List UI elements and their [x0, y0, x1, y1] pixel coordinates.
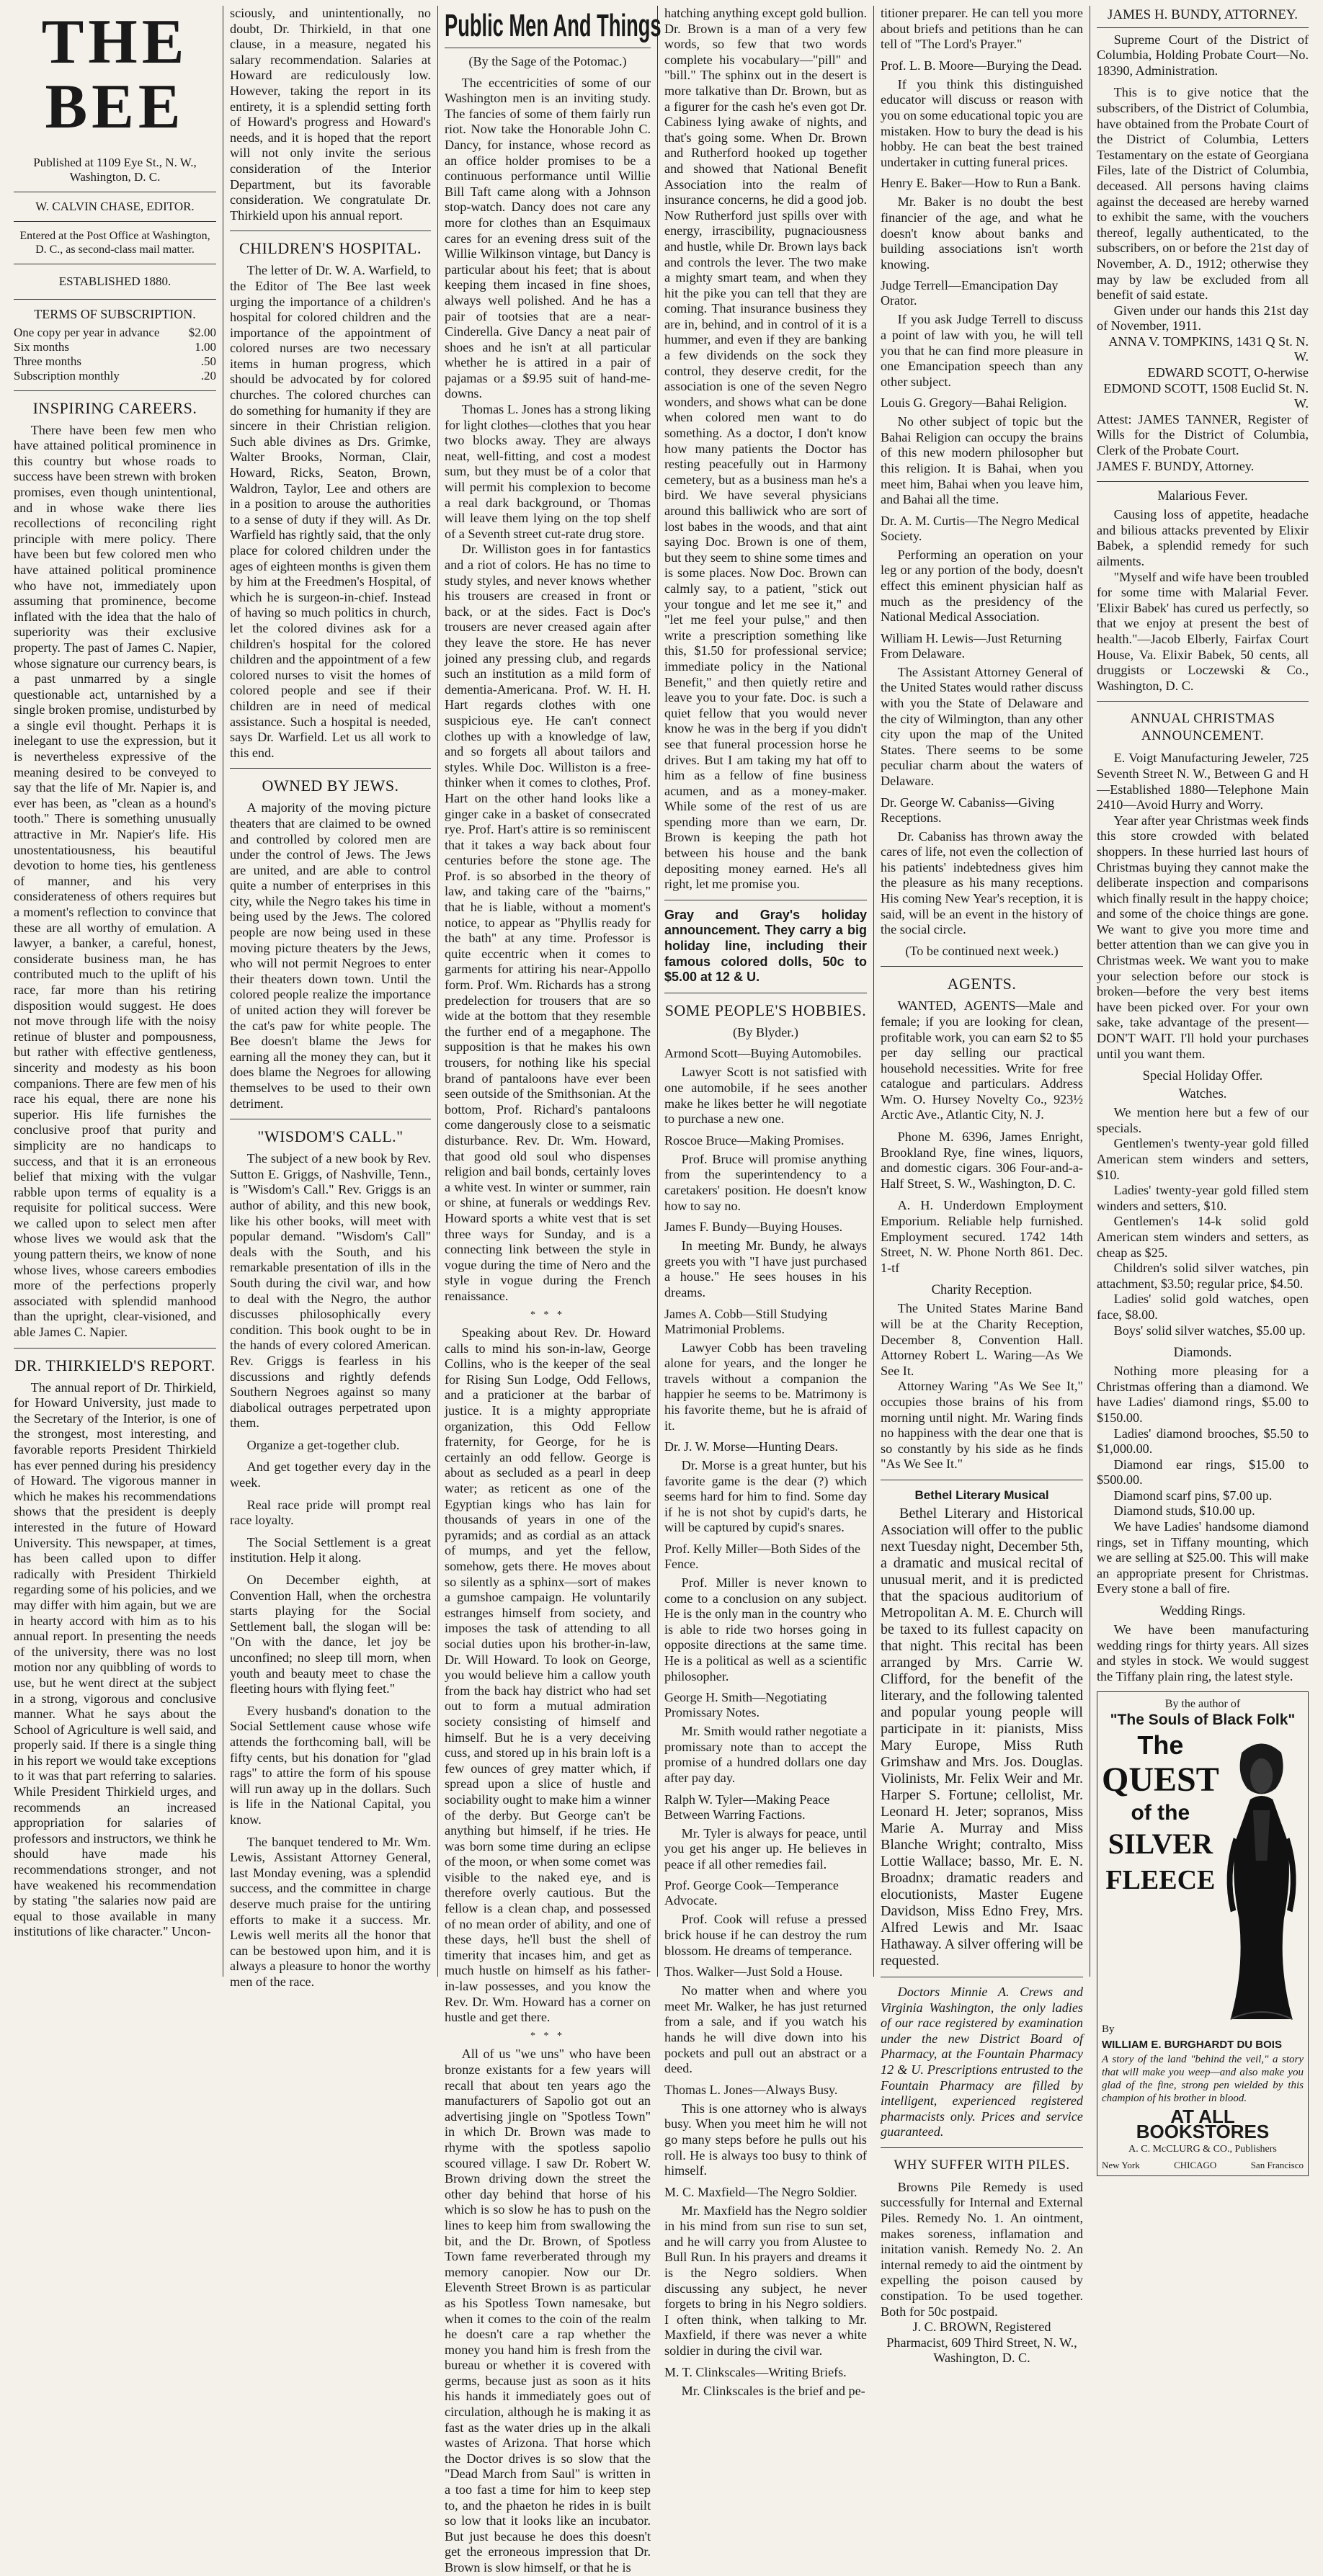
article-paragraph: E. Voigt Manufacturing Jeweler, 725 Seventh Street N. W., Between G and H—Established 1880—Telephone Main 2410—Avoid Hurry and Worry. [1097, 751, 1309, 813]
terms-price: .20 [200, 368, 216, 383]
hobby-head: Judge Terrell—Emancipation Day Orator. [881, 278, 1059, 308]
hobby-item [881, 631, 1083, 790]
article-paragraph: We have been manufacturing wedding rings for thirty years. All sizes and styles in stock. We would suggest the Tiffany plain ring, the latest style. [1097, 1622, 1309, 1683]
article-paragraph: sciously, and unintentionally, no doubt, Dr. Thirkield, in that one clause, in a measure, negated his salary recommendation. Salaries at Howard are rediculously low. However, taking the report in its entirety, it is a splendid setting forth of Howard's progress and Howard's needs, and it is hoped that the report will not only invite the serious consideration of the Interior Department, but its favorable consideration. We congratulate Dr. Thirkield upon his annual report. [230, 6, 431, 223]
charity-title: Charity Reception. [931, 1283, 1033, 1298]
column-4 [658, 6, 874, 2398]
terms-price: 1.00 [195, 339, 216, 354]
quest-fleece: FLEECE [1105, 1864, 1216, 1895]
ad-by: By [1102, 2023, 1115, 2035]
article-paragraph: Speaking about Rev. Dr. Howard calls to mind his son-in-law, George Collins, who is the keeper of the seal for Rising Sun Lodge, Odd Fellows, and a praticioner at the barbar of justice. It is a mighty appropriate organization, this Odd Fellow fraternity, for George, for he is certainly an odd fellow. George is about as secluded as a pearl in deep water; as reticent as one of the Egyptian kings who has lain for thousands of years in one of the pyramids; and as cordial as an attack of mumps, and yet the fellow, somehow, gets there. He moves about so silently as a sphinx—sort of makes a gumshoe campaign. He voluntarily estranges himself from society, and imposes the task of attending to all social duties upon his brother-in-law, Dr. Will Howard. To look on George, you would believe him a callow youth from the back hay district who had set out to form a mutual admiration society consisting of himself and himself. But he is a very deceiving cuss, and stored up in his brain loft is a few ounces of grey matter which, if spread upon a slice of hustle and sociability ought to make him a winner of the derby. But George can't be anything but himself, if he tries. He was born some time during an eclipse of the moon, or when some comet was visible to the naked eye, and is therefore overly cautious. But the fellow is a clean chap, and possessed of no mean order of ability, and one of these days, he'll bust the shell of timerity that incases him, and get as much hustle on himself as his father-in-law possesses, and you know the Rev. Dr. Wm. Howard has a corner on hustle and get there. [445, 1325, 651, 2025]
hobby-item [664, 2365, 867, 2400]
ad-by-author: By the author of [1164, 1698, 1241, 1711]
divider [14, 1348, 216, 1349]
column-6 [1090, 6, 1315, 2170]
hobby-text: The Assistant Attorney General of the United States would rather discuss with you the State of Delaware and the city of Wilmington, than any other city upon the map of the United States. There seems to be some peculiar charm about the waters of Delaware. [881, 664, 1083, 788]
hobby-head: William H. Lewis—Just Returning From Delaware. [881, 630, 1062, 661]
hobby-text: In meeting Mr. Bundy, he always greets you with "I have just purchased a house." He sees houses in his dreams. [664, 1238, 867, 1300]
hobby-item [881, 58, 1083, 171]
hobby-item [881, 176, 1083, 272]
terms-label: One copy per year in advance [14, 325, 160, 339]
article-paragraph: The eccentricities of some of our Washington men is an inviting study. The fancies of some of them fairly run riot. Now take the Honorable John C. Dancy, for instance, whose record as an office holder promises to be a continuous performance until Willie Bill Taft came along with a Johnson stop-watch. Dancy does not care any more for clothes than an Esquimaux cares for an evening dress suit of the Willie Wilkinson vintage, but Dancy is particular about his feet; that is about keeping them incased in fine shoes, always well polished. And he has a pair of tootsies that are a near-Cinderella. Give Dancy a neat pair of shoes and he isn't at all particular whether he is attired in a pair of pajamas or a $9.95 suit of hand-me-downs. [445, 75, 651, 401]
terms-table [14, 326, 216, 383]
attorney-sign: JAMES F. BUNDY, Attorney. [1097, 458, 1255, 473]
hobby-head: Dr. A. M. Curtis—The Negro Medical Society. [881, 513, 1079, 543]
hobby-text: Performing an operation on your leg or any portion of the body, doesn't effect this eminent physician half as much as the presidency of the National Medical Association. [881, 547, 1083, 625]
woman-illustration [1219, 1731, 1304, 2019]
column-3 [438, 6, 662, 2575]
terms-heading: TERMS OF SUBSCRIPTION. [34, 307, 196, 321]
christmas-title: ANNUAL CHRISTMAS ANNOUNCEMENT. [1130, 711, 1275, 744]
quest-the: The [1137, 1730, 1184, 1760]
terms-row [14, 326, 216, 340]
wisdoms-call-title: "WISDOM'S CALL." [257, 1127, 404, 1146]
hobby-text: Lawyer Scott is not satisfied with one automobile, if he sees another make he likes better he will negotiate to purchase a new one. [664, 1065, 867, 1127]
court-heading: Supreme Court of the District of Columbia, Holding Probate Court—No. 18390, Administration. [1097, 32, 1309, 78]
hobby-head: George H. Smith—Negotiating Promissary Notes. [664, 1690, 827, 1720]
divider [1097, 481, 1309, 482]
hobby-text: If you ask Judge Terrell to discuss a point of law with you, he will tell you that he can find more pleasure in one Emancipation speech than any other subject. [881, 312, 1083, 389]
hobby-head: Roscoe Bruce—Making Promises. [664, 1132, 845, 1148]
hobby-item [664, 2185, 867, 2359]
ad-city: New York [1102, 2159, 1140, 2170]
postal-entry: Entered at the Post Office at Washington, D. C., as second-class mail matter. [19, 230, 210, 256]
watch-item: Ladies' solid gold watches, open face, $8.00. [1097, 1292, 1309, 1322]
editor-name: W. CALVIN CHASE, EDITOR. [35, 200, 195, 213]
hobby-item [664, 1439, 867, 1536]
hobbies-byline: (By Blyder.) [733, 1024, 798, 1039]
diamond-item: We have Ladies' handsome diamond rings, set in Tiffany mounting, which we are selling at $25.00. This will make an appropriate present for Christmas. Every stone a ball of fire. [1097, 1519, 1309, 1596]
ad-city: CHICAGO [1174, 2159, 1217, 2170]
divider [1097, 27, 1309, 28]
terms-price: .50 [200, 354, 216, 368]
hobby-text: Mr. Maxfield has the Negro soldier in his mind from sun rise to sun set, and he will carry you from Alustee to Bull Run. In his prayers and dreams it is the Negro soldiers. When discussing any subject, he never forgets to bring in his Negro soldiers. I often think, when talking to Mr. Maxfield, if there was never a white soldier in during the civil war. [664, 2203, 867, 2358]
wedding-rings-title: Wedding Rings. [1159, 1604, 1246, 1619]
hobby-item [881, 395, 1083, 508]
bethel-title: Bethel Literary Musical [914, 1488, 1049, 1502]
hobby-head: James F. Bundy—Buying Houses. [664, 1220, 843, 1235]
article-paragraph: The United States Marine Band will be at the Charity Reception, December 8, Convention Hall. Attorney Robert L. Waring—As We See It. [881, 1301, 1083, 1378]
column-5 [874, 6, 1090, 2366]
short-item: And get together every day in the week. [230, 1459, 431, 1490]
court-notice: This is to give notice that the subscribers, of the District of Columbia, have obtained from the Probate Court of the District of Columbia, Letters Testamentary on the estate of Georgiana Files, late of the District of Columbia, deceased. All persons having claims against the deceased are hereby warned to exhibit the same, with the vouchers thereof, legally authenticated, to the subscribers, on or before the 21st day of November, A. D., 1912; otherwise they may by law be excluded from all benefit of said estate. [1097, 85, 1309, 303]
article-paragraph: The annual report of Dr. Thirkield, for Howard University, just made to the Secretary of the Interior, is one of the strongest, most interesting, and favorable reports President Thirkield has ever penned during his presidency of Howard. The vigorous manner in which he makes his recommendations shows that the president is deeply interested in the future of Howard University. This newspaper, at times, has been called upon to differ radically with President Thirkield regarding some of his policies, and we may differ with him again, but we are in hearty accord with him as to his annual report. In presenting the needs of the university, there was no lost motion nor any quibbling of words to use, but he went direct at the subject in a strong, vigorous and conclusive manner. What he says about the School of Agriculture is well said, and properly said. If there is a single thing in his report we would take exceptions to it was that part referring to salaries. While President Thirkield urges, and recommends an increased appropriation for salaries of professors and instructors, we think he should have made his recommendations stronger, and not have weakened his recommendation by stating "the salaries now paid are equal to those available in many institutions of like character." Uncon- [14, 1379, 216, 1939]
childrens-hospital-title: CHILDREN'S HOSPITAL. [239, 239, 422, 258]
ad-city: San Francisco [1250, 2159, 1304, 2170]
diamond-item: Diamond ear rings, $15.00 to $500.00. [1097, 1457, 1309, 1488]
quest-title [1102, 1731, 1219, 2019]
hobby-head: Prof. George Cook—Temperance Advocate. [664, 1878, 839, 1908]
classified-ad: Phone M. 6396, James Enright, Brookland Rye, fine wines, liquors, and domestic cigars. 306 Four-and-a-Half Street, S. W., Washington, D. C. [881, 1130, 1083, 1191]
hobby-item [881, 514, 1083, 625]
continued-note: (To be continued next week.) [905, 943, 1059, 958]
watches-title: Watches. [1178, 1087, 1227, 1102]
hobby-item [664, 1878, 867, 1959]
watch-item: Children's solid silver watches, pin attachment, $3.50; regular price, $4.50. [1097, 1261, 1309, 1291]
divider [14, 299, 216, 300]
book-advertisement [1097, 1691, 1309, 2176]
quest-silver: SILVER [1108, 1827, 1213, 1860]
byline: (By the Sage of the Potomac.) [468, 54, 627, 68]
section-stars: * * * [530, 1309, 565, 1320]
hobby-head: Thomas L. Jones—Always Busy. [664, 2082, 838, 2097]
malarious-title: Malarious Fever. [1157, 489, 1248, 504]
diamond-item: Ladies' diamond brooches, $5.50 to $1,000.00. [1097, 1426, 1309, 1457]
article-paragraph: Bethel Literary and Historical Association will offer to the public next Tuesday night, December 5th, a dramatic and musical recital of unusual merit, and it is predicted that the spacious auditorium of Metropolitan A. M. E. Church will be taxed to its fullest capacity on that night. This recital has been arranged by Mrs. Carrie W. Clifford, for the benefit of the literary, and the following talented and popular young people will participate in it: pianists, Miss Mary Europe, Miss Ruth Grimshaw and Mrs. Jos. Douglas. Violinists, Mr. Felix Weir and Mr. Harper S. Fortune; cellolist, Mr. Leonard H. Jeter; sopranos, Miss Marie A. Murray and Miss Blanche Wright; contralto, Miss Lottie Wallace; basso, Mr. E. N. Broadnx; dramatic readers and elocutionists, Master Eugene Davidson, Miss Edno Frey, Mrs. Alfred Lewis and Mr. Isaac Hathaway. A silver offering will be requested. [881, 1505, 1083, 1969]
illustration-svg [1219, 1731, 1304, 2019]
article-paragraph: hatching anything except gold bullion. Dr. Brown is a man of a very few words, so few that two words complete his vocabulary—"pill" and "bill." The sphinx out in the desert is more talkative than Dr. Brown, but as a figurer for the cash he's even got Dr. Cabiness lying awake of nights, and that's going some. When Dr. Brown and Rutherford hooked up together and showed that National Benefit Association into the realm of insurance concerns, he did a good job. Now Rutherford just spills over with energy, irrascibility, pugnaciousness and hustle, while Dr. Brown lays back and controls the lever. The two make a mighty smart team, and when they hit the pike you can tell that they are coming. That insurance business they are in, behind, and in control of it is a hummer, and even if they are banking a few dividends on the sock they control, they deserve credit, for the association is one of the seven Negro wonders, and shows what can be done when colored men want to do something. As a doctor, I don't know how many patients the Doctor has resting peacefully out in Harmony cemetery, but as a business man he's a bird. We have several physicians around this balliwick who are sort of lost babes in the woods, and that aint saying Doc. Brown is one of them, but they seem to shine some times and is some places. Now Doc. Brown can calmly say, to a patient, "stick out your tongue and let me see it," and "let me feel your pulse," and then write a prescription something like this, $1.50 for professional service; immediate policy in the National Benefit," and then quietly retire and leave you to your fate. Doc. is such a quiet fellow that you would never know he was in the berg if you didn't see that funeral procession horse he drives. But I am taking my hat off to him as a fellow of fine business acumen, and as a money-maker. While some of the rest of us are spending more than we earn, Dr. Brown is keeping the path hot between his house and the bank depositing money earned. He's all right, let me promise you. [664, 6, 867, 892]
hobby-text: Prof. Miller is never known to come to a conclusion on any subject. He is the only man in the country who is able to ride two horses going in opposite directions at the same time. He is a political as well as a scientific philosopher. [664, 1575, 867, 1683]
hobby-item [664, 1220, 867, 1300]
diamond-item: Diamond studs, $10.00 up. [1113, 1503, 1255, 1519]
ad-blurb: A story of the land "behind the veil," a story that will make you weep—and also make you glad of the fine, strong pen wielded by this champion of his brother in blood. [1102, 2053, 1304, 2104]
ad-publisher: A. C. McCLURG & CO., Publishers [1128, 2143, 1277, 2155]
short-item: Every husband's donation to the Social Settlement cause whose wife attends the forthcoming ball, will be fifty cents, but his donation for "glad rags" to attire the form of his spouse will run away up in the dollars. Such is life in the National Capital, you know. [230, 1703, 431, 1827]
classified-ad: A. H. Underdown Employment Emporium. Reliable help furnished. Employment secured. 1742 14th Street, N. W. Phone North 861. Dec. 1-tf [881, 1198, 1083, 1275]
hobbies-title: SOME PEOPLE'S HOBBIES. [664, 1001, 867, 1019]
ad-bookstores: AT ALL BOOKSTORES [1136, 2105, 1270, 2143]
diamonds-title: Diamonds. [1173, 1346, 1232, 1361]
short-item: The banquet tendered to Mr. Wm. Lewis, Assistant Attorney General, last Monday evening, was a splendid success, and the committee in charge deserve much praise for the untiring efforts to make it a success. Mr. Lewis well merits all the honor that can be bestowed upon him, and it is always a pleasure to honor the worthy men of the race. [230, 1834, 431, 1989]
divider [1097, 701, 1309, 702]
signer: ANNA V. TOMPKINS, 1431 Q St. N. W. [1108, 334, 1309, 365]
divider [881, 966, 1083, 967]
ad-cities [1102, 2157, 1304, 2173]
columns [7, 6, 1319, 2575]
hobby-item [664, 1964, 867, 2077]
hobby-head: James A. Cobb—Still Studying Matrimonial Problems. [664, 1306, 828, 1336]
hobby-item [881, 278, 1083, 390]
watch-item: Ladies' twenty-year gold filled stem winders and setters, $10. [1097, 1183, 1309, 1213]
article-paragraph: Year after year Christmas week finds this store crowded with belated shoppers. In these hurried last hours of Christmas buying they cannot make the deliberate inspection and comparisons which finally result in the happy choice; and some of the choice things are gone. We want to give you more time and better attention than we can give you in Christmas week. We want you to make your selection before our stock is broken—before the very best items have been picked over. For your own sake, take advantage of the present—DON'T WAIT. I'll hold your purchases until you want them. [1097, 813, 1309, 1061]
hobby-item [664, 1046, 867, 1127]
hobby-head: Henry E. Baker—How to Run a Bank. [881, 176, 1081, 191]
divider [14, 221, 216, 222]
pharmacy-ad: Doctors Minnie A. Crews and Virginia Washington, the only ladies of our race registered by examination under the new District Board of Pharmacy, at the Fountain Pharmacy 12 & U. Prescriptions entrusted to the Fountain Pharmacy are filled by intelligent, experienced registered pharmacists only. Prices and service guaranteed. [881, 1984, 1083, 2139]
short-item: On December eighth, at Convention Hall, when the orchestra starts playing for the Social Settlement ball, the slogan will be: "On with the dance, let joy be unconfined; no sleep till morn, when youth and beauty meet to chase the fleeting hours with flying feet." [230, 1573, 431, 1696]
hobby-text: No other subject of topic but the Bahai Religion can occupy the brains of this new modern philosopher but this religion. It is Bahai, when you meet him, Bahai when you leave him, and Bahai all the time. [881, 414, 1083, 507]
hobby-head: Dr. J. W. Morse—Hunting Dears. [664, 1439, 838, 1454]
hobby-head: Prof. Kelly Miller—Both Sides of the Fence. [664, 1542, 860, 1572]
hobby-head: Armond Scott—Buying Automobiles. [664, 1046, 862, 1061]
terms-label: Three months [14, 354, 81, 368]
hobby-item [881, 795, 1083, 938]
agents-title: AGENTS. [947, 975, 1017, 993]
hobby-item [664, 2083, 867, 2179]
hobby-head: Ralph W. Tyler—Making Peace Between Warring Factions. [664, 1792, 830, 1822]
article-paragraph: titioner preparer. He can tell you more about briefs and petitions than he can tell of "The Lord's Prayer." [881, 6, 1083, 52]
hobby-head: M. T. Clinkscales—Writing Briefs. [664, 2364, 847, 2379]
classified-ad: WANTED, AGENTS—Male and female; if you are looking for clean, profitable work, you can earn $2 to $5 per day selling our practical household necessities. Write for free catalogue and particulars. Address Wm. O. Hursey Novelty Co., 923½ Arctic Ave., Atlantic City, N. J. [881, 998, 1083, 1122]
divider [230, 768, 431, 769]
hobby-head: Dr. George W. Cabaniss—Giving Receptions. [881, 795, 1055, 825]
quest-word: QUEST [1102, 1760, 1219, 1799]
hobby-item [664, 1307, 867, 1434]
ad-author: WILLIAM E. BURGHARDT DU BOIS [1102, 2039, 1282, 2052]
diamond-item: Diamond scarf pins, $7.00 up. [1113, 1488, 1273, 1503]
established: ESTABLISHED 1880. [58, 274, 172, 288]
column-1 [7, 6, 223, 1977]
inspiring-careers-title: INSPIRING CAREERS. [32, 398, 197, 417]
hobby-text: Prof. Cook will refuse a pressed brick house if he can destroy the rum blossom. He dreams of temperance. [664, 1912, 867, 1958]
article-paragraph: Dr. Williston goes in for fantastics and a riot of colors. He has no time to study styles, and never knows whether his trousers are creased in front or back, or at the sides. Fact is Doc's trousers are never creased again after they leave the store. He has never joined any pressing club, and regards such an institution as a mild form of dementia-Americana. Prof. W. H. H. Hart regards clothes with one suspicious eye. He can't connect clothes up with a knowledge of law, and so forgets all about tailors and styles. While Doc. Williston is a free-thinker when it comes to clothes, Prof. Hart on the other hand looks like a ginger cake in a basket of consecrated rye. Prof. Hart's attire is so reminiscent that it takes a way back about four centuries before the stone age. The Prof. is so absorbed in the theory of law, and taking care of the "bairns," that he is liable, without a moment's notice, to appear as "Phyllis ready for the bath" at any time. Professor is quite eccentric when it comes to garments for attiring his near-Appollo form. Prof. Wm. Richards has a strong predelection for trousers that are so wide at the bottom that they resemble the further end of a megaphone. The supposition is that he makes his own trousers, for nothing like his special brand of pantaloons have ever been seen outside of the Smithsonian. At the bottom, Prof. Richard's pantaloons come dangerously close to a seismatic disturbance. Rev. Dr. Wm. Howard, that good old soul who dispenses religion and bail bonds, certainly loves a white vest. In winter or summer, rain or shine, at funerals or weddings Rev. Howard sports a white vest that is set three ways for Sunday, and is a connecting link between the style in vogue during the time of Nero and the style in vogue during the French renaissance. [445, 542, 651, 1303]
piles-signature: J. C. BROWN, Registered Pharmacist, 609 Third Street, N. W., Washington, D. C. [886, 2320, 1077, 2366]
hobby-text: No matter when and where you meet Mr. Walker, he has just returned from a sale, and if you watch his hands he will dive down into his pockets and pull out an abstract or a deed. [664, 1983, 867, 2076]
article-paragraph: Thomas L. Jones has a strong liking for light clothes—clothes that you hear two blocks away. They are always neat, well-fitting, and cost a modest sum, but they must be of a color that will permit his complexion to become a real dark background, or Thomas will leave them lying on the top shelf of a Seventh street cut-rate drug store. [445, 402, 651, 541]
masthead-title: THE BEE [41, 7, 189, 142]
article-paragraph: All of us "we uns" who have been bronze existants for a few years will recall that about ten years ago the manufacturers of Sapolio got out an advertising jingle on "Spotless Town" in which Dr. Brown was made to rhyme with the spotless sapolio scoured village. I saw Dr. Robert W. Brown driving down the street the other day behind that horse of his which is so slow he has to push on the lines to keep him from swallowing the bit, and the Dr. Brown, of Spotless Town fame reverberated through my memory canopier. Now our Dr. Eleventh Street Brown is as particular as his Spotless Town namesake, but when it comes to the coin of the realm he doesn't care a rap whether the money you hand him is fresh from the bureau or whether it is covered with germs, because just as soon as it hits his hands it immediately goes out of circulation, although he is making it as fast as the water dries up in the alkali wastes of Arizona. That horse which the Doctor drives is so slow that the "Dead March from Saul" is written in a too fast a time for him to keep step to, and the phaeton he rides in is built so low that it looks like an incubator. But just because he does this doesn't get the erroneous impression that Dr. Brown is slow himself, or that he is [445, 2047, 651, 2575]
hobby-text: Dr. Cabaniss has thrown away the cares of life, not even the collection of his patients' indebtedness gives him the pleasure as his many receptions. His coming New Year's reception, it is said, will be an event in the history of the social circle. [881, 828, 1083, 937]
ad-souls-title: "The Souls of Black Folk" [1110, 1712, 1296, 1728]
quest-block [1102, 1731, 1304, 2019]
published-at: Published at 1109 Eye St., N. W., Washington, D. C. [33, 156, 197, 184]
short-item: The Social Settlement is a great institution. Help it along. [230, 1534, 431, 1565]
attest: Attest: JAMES TANNER, Register of Wills for the District of Columbia, Clerk of the Probate Court. [1097, 411, 1309, 458]
gray-holiday-ad [664, 908, 867, 985]
public-men-title: Public Men And Things [445, 8, 662, 43]
terms-row [14, 354, 216, 369]
hobby-text: This is one attorney who is always busy. When you meet him he will not go many steps before he pulls out his roll. He is always too busy to think of himself. [664, 2101, 867, 2178]
ad-text: Gray and Gray's holiday announcement. They carry a big holiday line, including their famous colored dolls, 50c to $5.00 at 12 & U. [664, 907, 867, 985]
column-2 [223, 6, 438, 1989]
hobby-text: Mr. Smith would rather negotiate a promissary note than to accept the promise of a hundred dollars one day after pay day. [664, 1724, 867, 1785]
terms-row [14, 340, 216, 354]
hobby-text: Prof. Bruce will promise anything from the superintendency to a caretakers' position. He doesn't know how to say no. [664, 1151, 867, 1213]
hobby-head: M. C. Maxfield—The Negro Soldier. [664, 2184, 858, 2199]
thirkield-report-title: DR. THIRKIELD'S REPORT. [14, 1356, 215, 1374]
hobby-head: Thos. Walker—Just Sold a House. [664, 1964, 843, 1980]
article-paragraph: Causing loss of appetite, headache and bilious attacks prevented by Elixir Babek, a splendid remedy for such ailments. [1097, 507, 1309, 568]
diamond-item: Nothing more pleasing for a Christmas offering than a diamond. We have Ladies' diamond rings, $5.00 to $150.00. [1097, 1364, 1309, 1425]
article-paragraph: There have been few men who have attained political prominence in this country but whose roads to success have been strewn with broken promises, even though unintentional, and in whose wake there lies recollections of reconciling right principle with mere policy. There have been but few colored men who have attained political prominence who have not, immediately upon assuming that prominence, become inflated with the idea that the halo of superiority was their exclusive property. The past of James C. Napier, whose signature our currency bears, is a past unmarred by a single questionable act, untarnished by a single broken promise, undisturbed by a single evil thought. Perhaps it is inelegant to use the expression, but it is nevertheless expressive of the meaning desired to be conveyed to say that the life of Mr. Napier is, and ever has been, as "clean as a hound's tooth." There is something unusually attractive in Mr. Napier's life. His unostentatiousness, his beautiful devotion to home ties, his gentleness of manner, and his very considerateness of others requires but a moment's reflection to convince that these are all worthy of emulation. A lawyer, a banker, a careful, honest, considerate business man, he has contributed much to the uplift of his race, far more than his retiring disposition would suggest. He does not move through life with the noisy retinue of bluster and pompousness, but rather with effective gentleness, sincerity and modesty as his boon companions. There are few men of his race his equal, there are none his superior. His life furnishes the conclusive proof that purity and simplicity are no handicaps to success, and that it is an erroneous belief that mixing with the vulgar rabble upon terms of equality is a requisite for political success. Were we called upon to select men after whose lives we would ask that the young pattern theirs, we know of none whose lives, whose careers embodies more of the perfections properly associated with splendid manhood than the upright, clear-visioned, and able James C. Napier. [14, 422, 216, 1340]
owned-by-jews-title: OWNED BY JEWS. [262, 777, 399, 795]
article-paragraph: "Myself and wife have been troubled for some time with Malarial Fever. 'Elixir Babek' has cured us perfectly, so that we enjoy at present the best of health."—Jacob Elberly, Fairfax Court House, Va. Elixir Babek, 50 cents, all druggists or Loczewski & Co., Washington, D. C. [1097, 569, 1309, 693]
hobby-text: Mr. Clinkscales is the brief and pe- [681, 2383, 865, 2398]
bundy-title: JAMES H. BUNDY, ATTORNEY. [1108, 7, 1298, 22]
hobby-head: Louis G. Gregory—Bahai Religion. [881, 395, 1067, 411]
court-given: Given under our hands this 21st day of November, 1911. [1097, 303, 1309, 334]
watch-item: Gentlemen's twenty-year gold filled American stem winders and setters, $10. [1097, 1136, 1309, 1182]
hobby-text: Mr. Baker is no doubt the best financier of the age, and what he doesn't know about banks and building associations isn't worth knowing. [881, 194, 1083, 272]
hobby-item [664, 1792, 867, 1873]
hobby-text: Mr. Tyler is always for peace, until you get his anger up. He believes in peace if all other remedies fail. [664, 1825, 867, 1871]
article-paragraph: Browns Pile Remedy is used successfully for Internal and External Piles. Remedy No. 1. An ointment, makes soreness, inflamation and initation vanish. Remedy No. 2. An internal remedy to aid the ointment by expelling the poison caused by constipation. To be used together. Both for 50c postpaid. [881, 2179, 1083, 2319]
terms-price: $2.00 [188, 325, 216, 339]
hobby-item [664, 1542, 867, 1684]
watch-item: Gentlemen's 14-k solid gold American stem winders and setters, as cheap as $25. [1097, 1214, 1309, 1260]
watch-item: Boys' solid silver watches, $5.00 up. [1113, 1323, 1306, 1338]
hobby-item [664, 1133, 867, 1214]
hobby-text: If you think this distinguished educator will discuss or reason with you on some educational topic you are mistaken. How to bury the dead is his hobby. He can beat the best trained undertaker in cutting funeral prices. [881, 76, 1083, 169]
article-paragraph: Attorney Waring "As We See It," occupies those brains of his from morning until night. Mr. Waring finds no happiness with the dear one that is so constantly by his side as he finds "As We See It." [881, 1379, 1083, 1472]
article-paragraph: The letter of Dr. W. A. Warfield, to the Editor of The Bee last week urging the importance of a children's hospital for colored children and the importance of the appointment of colored nurses are two necessary items in human progress, which should be advocated by for colored churches. The colored churches can do something for humanity if they are sincere in their Christian religion. Such able divines as Drs. Grimke, Walter Brooks, Norman, Clair, Howard, Ricks, Seaton, Brown, Waldron, Taylor, Lee and others are in a position to arouse the authorities to a sense of duty if they will. As Dr. Warfield has rightly said, that the only place for colored children under the ages of eighteen months is given them by him at the Freedmen's Hospital, of which he is surgeon-in-chief. Instead of having so much politics in church, let the colored divines ask for a children's hospital for the colored children and the appointment of a few colored nurses to visit the homes of colored people and see if their children are in need of medical assistance. Such a hospital is needed, says Dr. Warfield. Let us all work to this end. [230, 263, 431, 760]
hobby-text: Dr. Morse is a great hunter, but his favorite game is the dear (?) which seems hard for him to find. Some day if he is not shot by cupid's darts, he will be captured by cupid's snares. [664, 1458, 867, 1535]
quest-of-the: of the [1131, 1800, 1190, 1825]
hobby-item [664, 1690, 867, 1786]
article-paragraph: The subject of a new book by Rev. Sutton E. Griggs, of Nashville, Tenn., is "Wisdom's Call." Rev. Griggs is an author of ability, and this new book, like his other books, will meet with popular demand. "Wisdom's Call" deals with the South, and his remarkable presentation of ills in the South during the civil war, and how to deal with the Negro, the author discusses philosophically every condition. This book ought to be in the hands of every colored American. Rev. Griggs is fearless in his discussions and rightly defends Southern Negroes against so many diabolical outrages perpetrated upon them. [230, 1151, 431, 1431]
piles-title: WHY SUFFER WITH PILES. [894, 2157, 1070, 2173]
special-offer-title: Special Holiday Offer. [1142, 1069, 1263, 1084]
watch-item: We mention here but a few of our specials. [1097, 1105, 1309, 1135]
hobby-head: Prof. L. B. Moore—Burying the Dead. [881, 58, 1082, 73]
divider [14, 390, 216, 391]
terms-label: Subscription monthly [14, 368, 120, 383]
short-item: Organize a get-together club. [246, 1437, 400, 1452]
short-item: Real race pride will prompt real race loyalty. [230, 1497, 431, 1528]
section-stars: * * * [530, 2030, 565, 2041]
terms-label: Six months [14, 339, 69, 354]
terms-row [14, 369, 216, 383]
signer: EDWARD SCOTT, O-herwise EDMOND SCOTT, 1508 Euclid St. N. W. [1103, 365, 1309, 411]
divider [881, 2147, 1083, 2148]
article-paragraph: A majority of the moving picture theaters that are claimed to be owned and controlled by colored men are under the control of Jews. The Jews are united, and are able to control quite a number of enterprises in this city, while the Negro takes his time in being used by the Jews. The colored people are now being used in these moving picture theaters by the Jews, who will not permit Negroes to enter their theaters down town. Until the colored people realize the importance of united action they will forever be the cat's paw for white people. The Bee doesn't blame the Jews for earning all the money they can, but it does blame the Negroes for allowing themselves to be used to their own detriment. [230, 800, 431, 1111]
hobby-text: Lawyer Cobb has been traveling alone for years, and the longer he travels without a companion the happier he seems to be. Matrimony is his favorite theme, but he is afraid of it. [664, 1340, 867, 1433]
